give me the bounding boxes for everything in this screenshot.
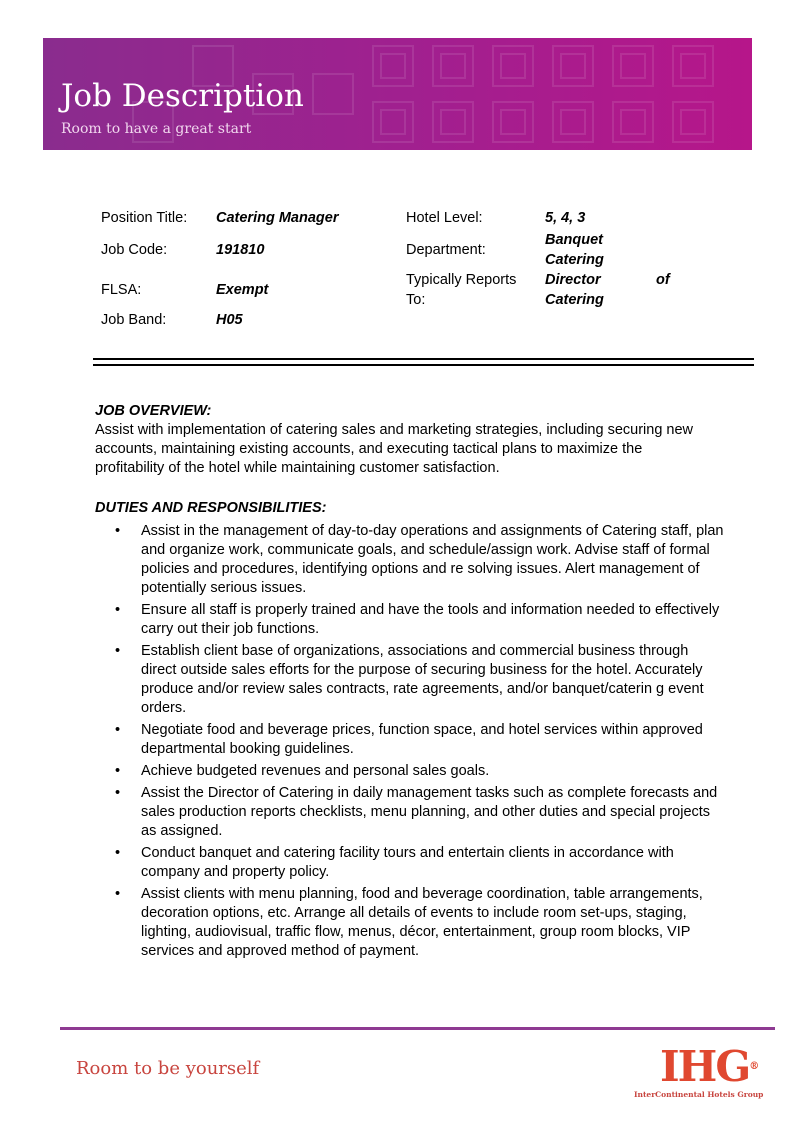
registered-mark: ® [749, 1061, 760, 1072]
duty-text: Ensure all staff is properly trained and have the tools and information needed to effectively carry out their job functions. [141, 602, 720, 637]
bullet-icon: • [115, 886, 121, 902]
list-item [95, 762, 726, 781]
list-item [95, 784, 726, 841]
job-band-value: H05 [216, 312, 243, 328]
duty-text: Assist in the management of day-to-day operations and assignments of Catering staff, plan and organize work, communicate goals, and schedule/assign work. Advise staff of formal policies and procedures, identifying options and re solving issues. Alert management of potentially serious issues. [141, 523, 724, 596]
job-overview-section [95, 402, 735, 478]
ihg-logo-mark [660, 1044, 759, 1090]
bullet-icon: • [115, 763, 121, 779]
job-band-label: Job Band: [101, 312, 167, 328]
hotel-level-value: 5, 4, 3 [545, 210, 586, 226]
department-label: Department: [406, 242, 486, 258]
divider-bottom-line [93, 364, 754, 366]
duty-text: Negotiate food and beverage prices, function space, and hotel services within approved departmental booking guidelines. [141, 722, 703, 757]
ihg-logo-text: IHG [660, 1042, 750, 1091]
footer-divider [60, 1027, 775, 1030]
ihg-company-name: InterContinental Hotels Group [634, 1090, 764, 1099]
duty-text: Achieve budgeted revenues and personal sales goals. [141, 763, 490, 779]
position-title-value: Catering Manager [216, 210, 339, 226]
list-item [95, 721, 726, 759]
job-overview-text: Assist with implementation of catering sales and marketing strategies, including securing new accounts, maintaining existing accounts, and executing tactical plans to maximize the profitability of the hotel while maintaining customer satisfaction. [95, 422, 694, 476]
footer-slogan: Room to be yourself [76, 1058, 260, 1079]
duties-heading: DUTIES AND RESPONSIBILITIES: [95, 500, 327, 516]
duties-section [95, 499, 735, 964]
duties-list [95, 522, 735, 961]
job-code-label: Job Code: [101, 242, 168, 258]
page-subtitle: Room to have a great start [61, 121, 252, 137]
bullet-icon: • [115, 722, 121, 738]
hotel-level-label: Hotel Level: [406, 210, 483, 226]
position-title-label: Position Title: [101, 210, 188, 226]
flsa-label: FLSA: [101, 282, 142, 298]
reports-to-label-line2: To: [406, 292, 426, 308]
list-item [95, 601, 726, 639]
reports-to-value-line1a: Director [545, 272, 601, 288]
duty-text: Assist clients with menu planning, food and beverage coordination, table arrangements, decoration options, etc. Arrange all details of events to include room set-ups, staging, lighting, audiovisual, traffic flow, menus, décor, entertainment, group room blocks, VIP services and approved method of payment. [141, 886, 703, 959]
duty-text: Establish client base of organizations, associations and commercial business through direct outside sales efforts for the purpose of securing business for the hotel. Accurately produce and/or review sales contracts, rate agreements, and/or banquet/caterin g event orders. [141, 643, 704, 716]
duty-text: Assist the Director of Catering in daily management tasks such as complete forecasts and sales production reports checklists, menu planning, and other duties and special projects as assigned. [141, 785, 718, 839]
department-value-line2: Catering [545, 252, 604, 268]
department-value-line1: Banquet [545, 232, 603, 248]
header-banner [43, 38, 752, 150]
bullet-icon: • [115, 523, 121, 539]
list-item [95, 522, 726, 598]
list-item [95, 642, 726, 718]
flsa-value: Exempt [216, 282, 269, 298]
divider-top-line [93, 358, 754, 360]
list-item [95, 885, 726, 961]
reports-to-label-line1: Typically Reports [406, 272, 517, 288]
bullet-icon: • [115, 845, 121, 861]
reports-to-value-line1b: of [656, 272, 670, 288]
bullet-icon: • [115, 643, 121, 659]
job-code-value: 191810 [216, 242, 265, 258]
job-overview-heading: JOB OVERVIEW: [95, 403, 212, 419]
reports-to-value-line2: Catering [545, 292, 604, 308]
page-title: Job Description [61, 78, 304, 114]
list-item [95, 844, 726, 882]
ihg-logo [632, 1044, 777, 1104]
bullet-icon: • [115, 785, 121, 801]
bullet-icon: • [115, 602, 121, 618]
duty-text: Conduct banquet and catering facility tours and entertain clients in accordance with company and property policy. [141, 845, 674, 880]
